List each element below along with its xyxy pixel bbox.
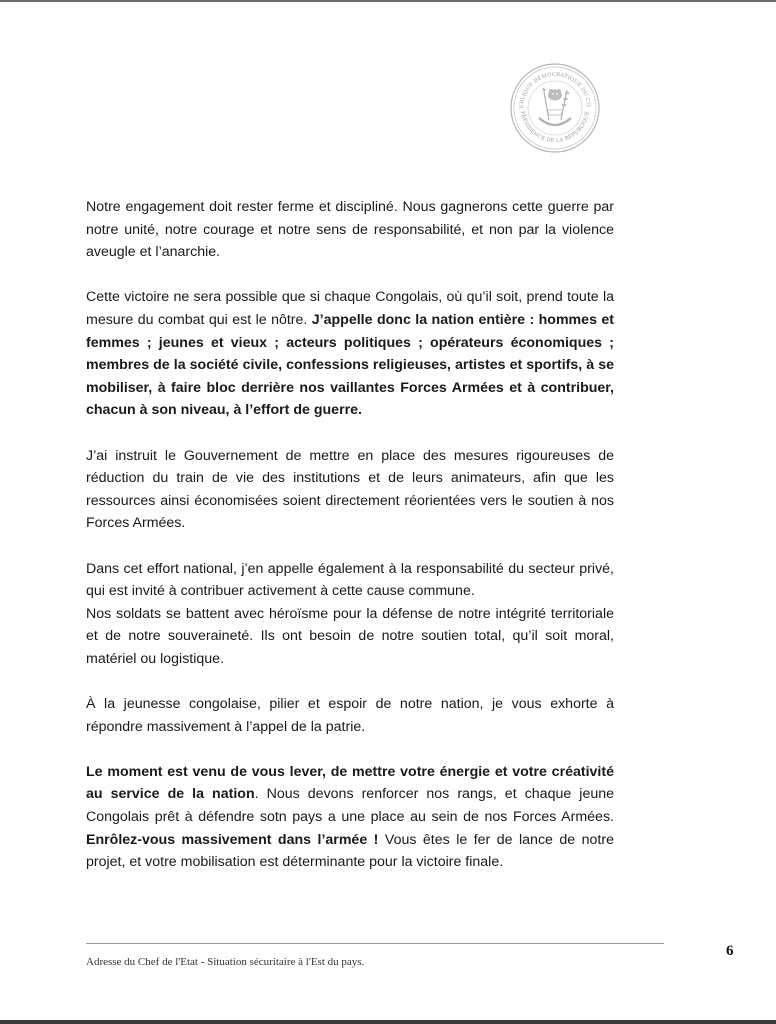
- page-number: 6: [726, 943, 734, 959]
- paragraph-engagement: Notre engagement doit rester ferme et discipliné. Nous gagnerons cette guerre par notre unité, notre courage et notre sens de responsabilité, et non par la violence aveugle et l’anarchie.: [86, 199, 614, 261]
- paragraph-victory-call: J’appelle donc la nation entière : hommes et femmes ; jeunes et vieux ; acteurs politiques ; opérateurs économiques ; membres de la société civile, confessions religieuses, artistes et sportifs, à se mobiliser, à faire bloc derrière nos vaillantes Forces Armées et à contribuer, chacun à son niveau, à l’effort de guerre.: [86, 311, 614, 419]
- document-body: [86, 196, 614, 896]
- paragraph-mobilisation-text: . Nous devons renforcer nos rangs, et chaque jeune Congolais prêt à défendre sotn pays a une place au sein de nos Forces Armées.: [86, 786, 615, 826]
- paragraph-victory: [86, 286, 614, 422]
- svg-text:PRÉSIDENCE DE LA RÉPUBLIQUE: PRÉSIDENCE DE LA RÉPUBLIQUE: [519, 110, 591, 145]
- presidency-seal: [509, 62, 601, 154]
- paragraph-mobilisation: [86, 761, 614, 874]
- paragraph-mobilisation-enlist: Enrôlez-vous massivement dans l’armée !: [86, 831, 379, 848]
- paragraph-victory-intro: Cette victoire ne sera possible que si chaque Congolais, où qu’il soit, prend toute la mesure du combat qui est le nôtre.: [86, 289, 614, 328]
- seal-emblem-icon: [509, 62, 601, 154]
- footer-divider: [86, 943, 664, 944]
- paragraph-youth: À la jeunesse congolaise, pilier et espoir de notre nation, je vous exhorte à répondre massivement à l’appel de la patrie.: [86, 696, 614, 735]
- paragraph-mobilisation-lead: Le moment est venu de vous lever, de mettre votre énergie et votre créativité au service de la nation: [86, 763, 614, 803]
- paragraph-private-sector: Dans cet effort national, j’en appelle également à la responsabilité du secteur privé, qui est invité à contribuer activement à cette cause commune.: [86, 560, 614, 600]
- paragraph-soldiers: Nos soldats se battent avec héroïsme pour la défense de notre intégrité territoriale et de notre souveraineté. Ils ont besoin de notre soutien total, qu’il soit moral, matériel ou logistique.: [86, 605, 614, 667]
- page-bottom-border: [0, 1020, 776, 1024]
- paragraph-government: J’ai instruit le Gouvernement de mettre en place des mesures rigoureuses de réduction du train de vie des institutions et de leurs animateurs, afin que les ressources ainsi économisées soient directement réorientées vers le soutien à nos Forces Armées.: [86, 447, 614, 532]
- footer-caption: Adresse du Chef de l'Etat - Situation sécuritaire à l'Est du pays.: [86, 956, 365, 968]
- page-top-border: [0, 0, 776, 2]
- paragraph-mobilisation-closing: Vous êtes le fer de lance de notre projet, et votre mobilisation est déterminante pour la victoire finale.: [86, 831, 614, 871]
- svg-text:RÉPUBLIQUE DÉMOCRATIQUE DU CON: UBLIQUE DÉMOCRATIQUE DU CO: [518, 71, 592, 109]
